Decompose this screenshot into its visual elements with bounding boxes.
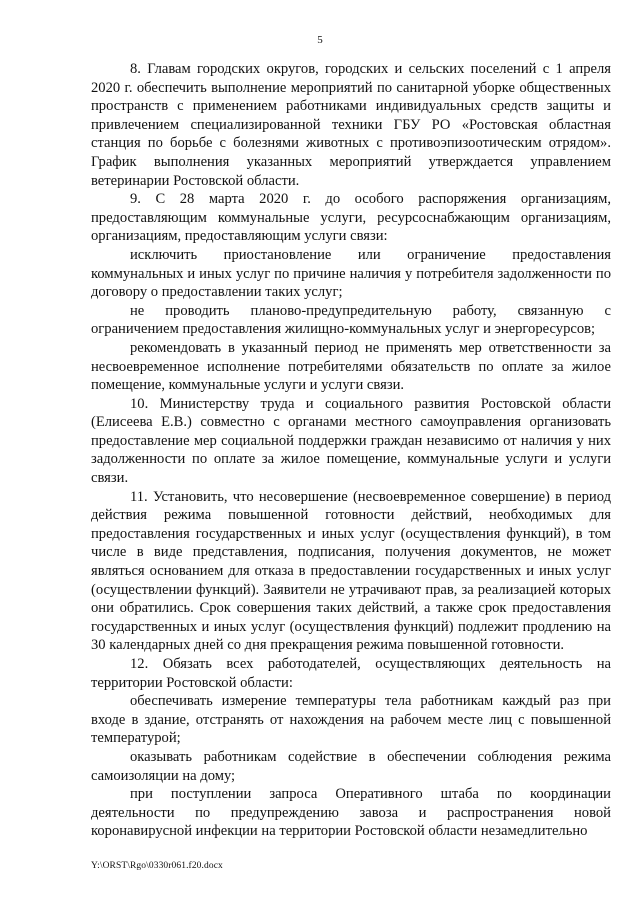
paragraph-8: 8. Главам городских округов, городских и сельских поселений с 1 апреля 2020 г. обеспечить выполнение мероприятий по санитарной уборке общественных пространств с применением работниками индивидуальных средств защиты и привлечением специализированной техники ГБУ РО «Ростовская областная станция по борьбе с болезнями животных с противоэпизоотическим отрядом». График выполнения указанных мероприятий утверждается управлением ветеринарии Ростовской области. [91,61,611,189]
paragraph-9-item-2: не проводить планово-предупредительную работу, связанную с ограничением предоставления жилищно-коммунальных услуг и энергоресурсов; [91,302,611,338]
paragraph-11: 11. Установить, что несовершение (несвоевременное совершение) в период действия режима повышенной готовности действий, необходимых для предоставления государственных и иных услуг (осуществления функций), в том числе в виде представления, подписания, получения документов, не может являться основанием для отказа в предоставлении государственных и иных услуг (осуществлении функций). Заявители не утрачивают прав, за реализацией которых они обратились. Срок совершения таких действий, а также срок предоставления государственных и иных услуг (осуществления функций) подлежит продлению на 30 календарных дней со дня прекращения режима повышенной готовности. [91,488,611,654]
footer-file-path: Y:\ORST\Rgo\0330r061.f20.docx [91,861,223,871]
paragraph-12: 12. Обязать всех работодателей, осуществляющих деятельность на территории Ростовской области: [91,656,611,691]
paragraph-12-item-1: обеспечивать измерение температуры тела работникам каждый раз при входе в здание, отстранять от нахождения на рабочем месте лиц с повышенной температурой; [91,693,611,747]
paragraph-9: 9. С 28 марта 2020 г. до особого распоряжения организациям, предоставляющим коммунальные услуги, ресурсоснабжающим организациям, организациям, предоставляющим услуги связи: [91,191,611,245]
paragraph-9-item-3: рекомендовать в указанный период не применять мер ответственности за несвоевременное исполнение потребителями обязательств по оплате за жилое помещение, коммунальные услуги и услуги связи. [91,339,611,394]
paragraph-12-item-2: оказывать работникам содействие в обеспечении соблюдения режима самоизоляции на дому; [91,748,611,784]
paragraph-9-item-1: исключить приостановление или ограничение предоставления коммунальных и иных услуг по причине наличия у потребителя задолженности по договору о предоставлении таких услуг; [91,246,611,301]
document-body [91,60,611,841]
paragraph-12-item-3: при поступлении запроса Оперативного штаба по координации деятельности по предупреждению завоза и распространения новой коронавирусной инфекции на территории Ростовской области незамедлительно [91,786,611,840]
paragraph-10: 10. Министерству труда и социального развития Ростовской области (Елисеева Е.В.) совместно с органами местного самоуправления организовать предоставление мер социальной поддержки граждан независимо от наличия у них задолженности по оплате за жилое помещение, коммунальные услуги и услуги связи. [91,395,611,487]
page-number: 5 [317,34,323,46]
